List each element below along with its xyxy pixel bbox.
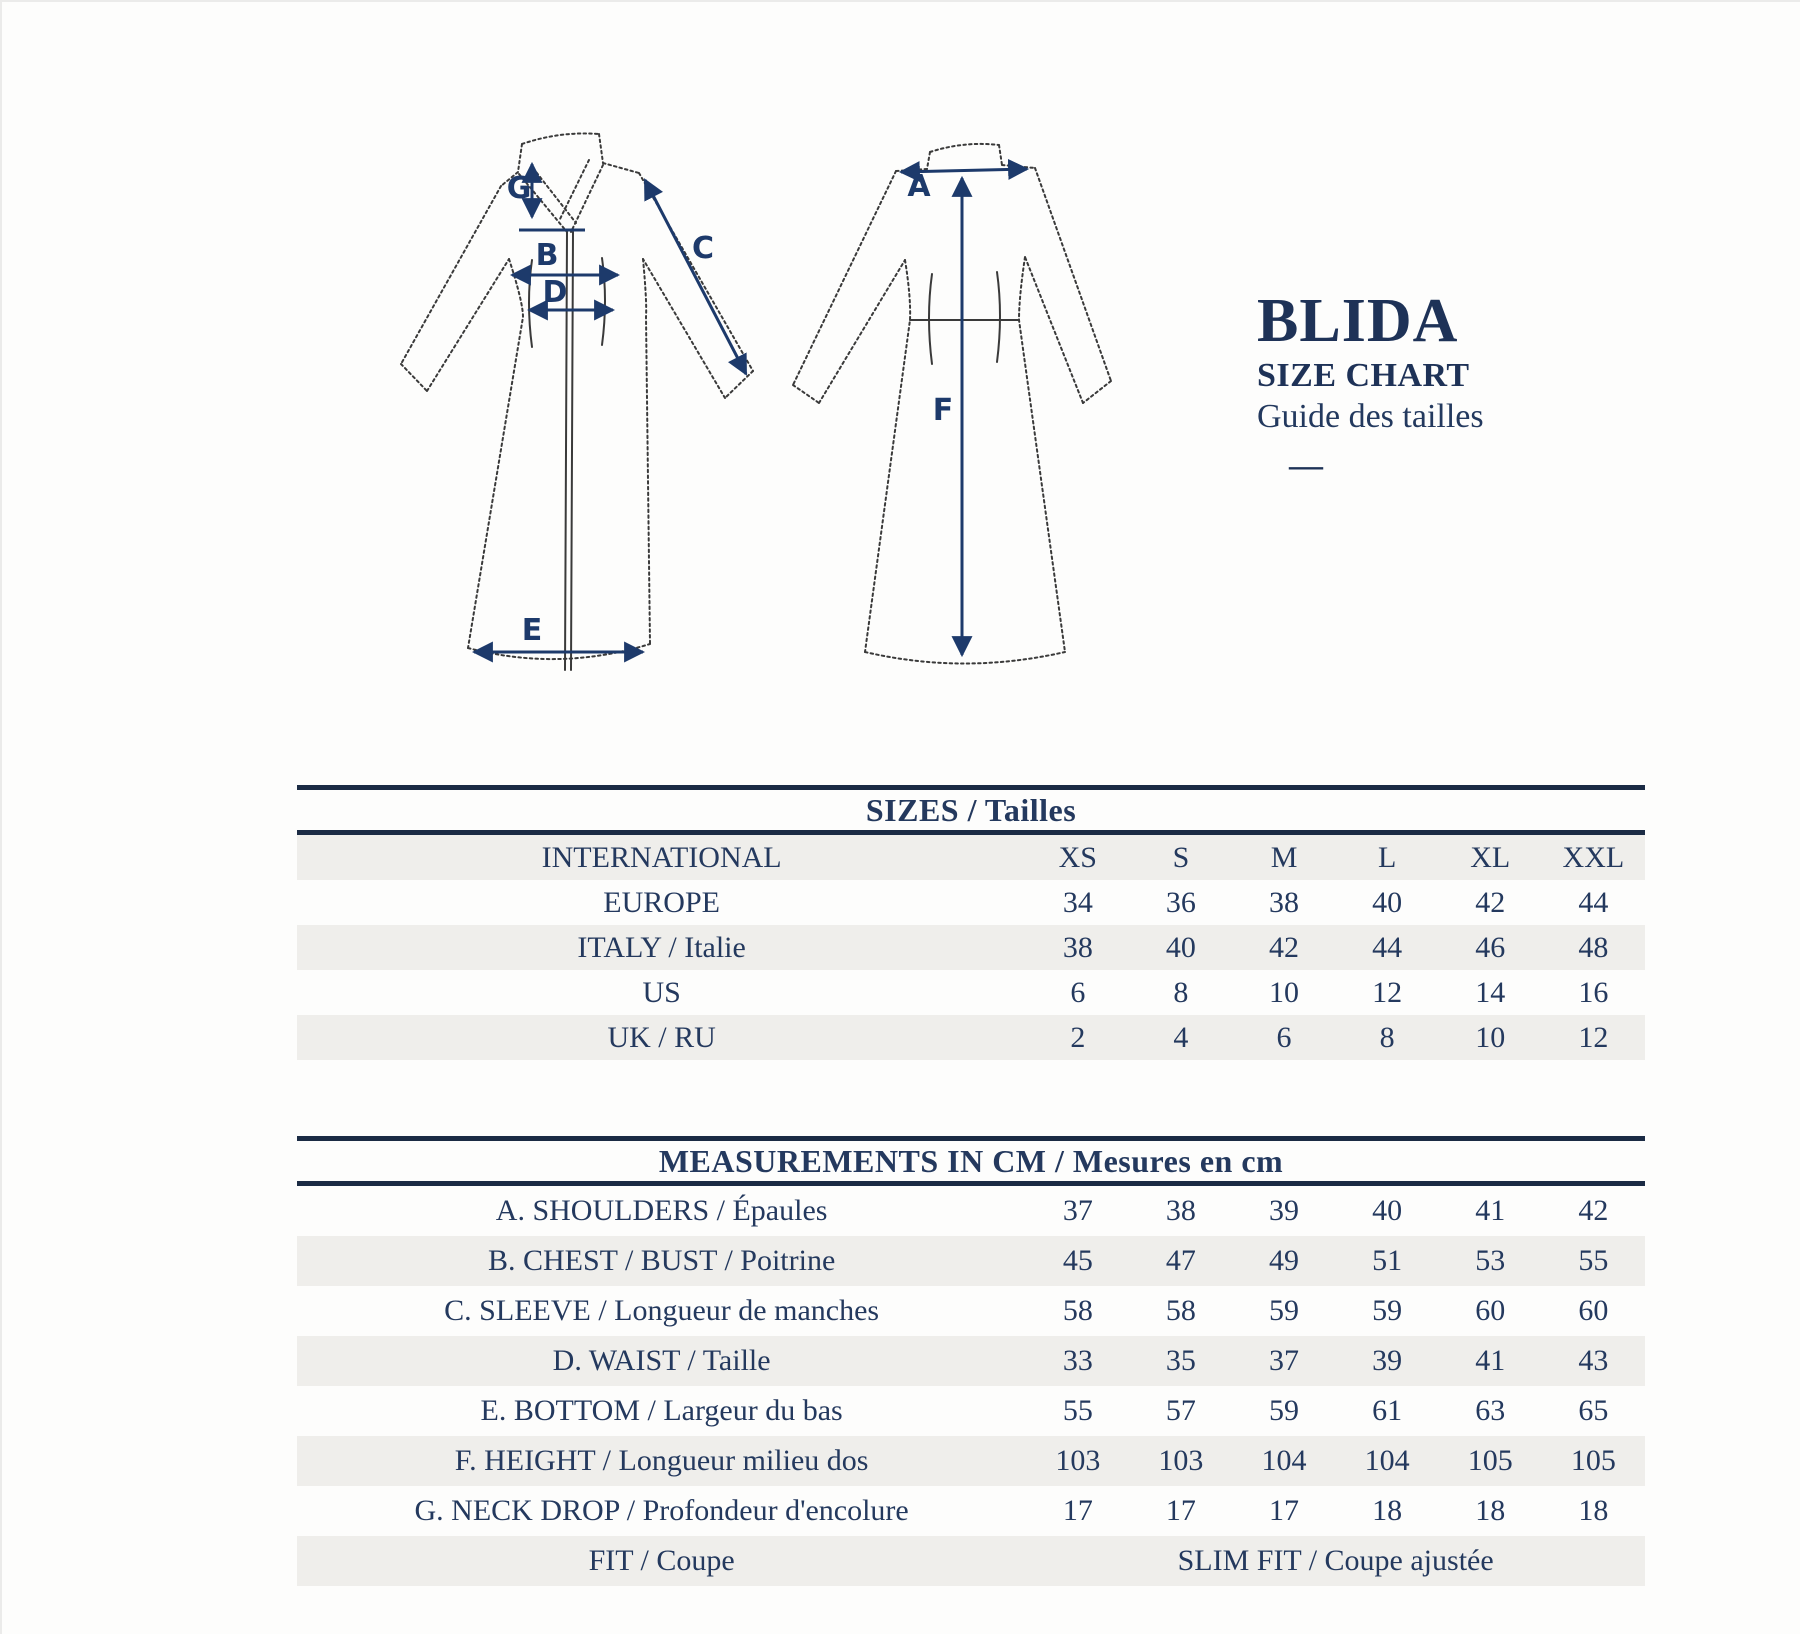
measure-value: 40 xyxy=(1372,1194,1403,1227)
row-label: C. SLEEVE / Longueur de manches xyxy=(444,1294,880,1327)
row-label: INTERNATIONAL xyxy=(541,840,782,874)
title-divider: — xyxy=(1289,447,1323,484)
measure-value: 17 xyxy=(1062,1494,1093,1527)
measure-value: 37 xyxy=(1269,1344,1300,1377)
sizes-table xyxy=(297,785,1645,1060)
measure-value: 59 xyxy=(1269,1294,1300,1327)
row-label: B. CHEST / BUST / Poitrine xyxy=(487,1244,836,1277)
measure-value: 59 xyxy=(1372,1294,1403,1327)
row-label: D. WAIST / Taille xyxy=(552,1344,771,1377)
measure-value: 18 xyxy=(1475,1494,1506,1527)
measure-value: 51 xyxy=(1372,1244,1403,1277)
size-value: XS xyxy=(1058,840,1097,874)
size-chart-title: SIZE CHART xyxy=(1257,357,1470,394)
measure-value: 33 xyxy=(1062,1344,1093,1377)
measure-value: 58 xyxy=(1165,1294,1196,1327)
row-label: A. SHOULDERS / Épaules xyxy=(495,1194,828,1227)
meas-row-waist xyxy=(297,1336,1645,1386)
product-name: BLIDA xyxy=(1257,287,1459,355)
measure-value: 65 xyxy=(1578,1394,1609,1427)
measure-value: 105 xyxy=(1570,1444,1616,1477)
measure-value: 42 xyxy=(1578,1194,1609,1227)
size-value: 46 xyxy=(1475,930,1506,964)
measure-value: 60 xyxy=(1475,1294,1506,1327)
size-value: 10 xyxy=(1269,975,1300,1009)
back-measure-arrows xyxy=(901,169,1027,655)
measure-value: 18 xyxy=(1372,1494,1403,1527)
size-value: 2 xyxy=(1070,1020,1086,1054)
size-value: 8 xyxy=(1173,975,1189,1009)
measure-value: 60 xyxy=(1578,1294,1609,1327)
measure-value: 55 xyxy=(1578,1244,1609,1277)
measure-value: 104 xyxy=(1364,1444,1410,1477)
size-value: 44 xyxy=(1372,930,1403,964)
size-value: 10 xyxy=(1475,1020,1506,1054)
measure-value: 39 xyxy=(1269,1194,1300,1227)
row-label: F. HEIGHT / Longueur milieu dos xyxy=(454,1444,869,1477)
size-value: S xyxy=(1172,840,1190,874)
meas-row-chest xyxy=(297,1236,1645,1286)
measure-value: 39 xyxy=(1372,1344,1403,1377)
row-label: UK / RU xyxy=(607,1020,716,1054)
size-value: 14 xyxy=(1475,975,1506,1009)
meas-row-fit xyxy=(297,1536,1645,1586)
meas-row-height xyxy=(297,1436,1645,1486)
measure-value: 37 xyxy=(1062,1194,1093,1227)
sizes-row-international xyxy=(297,835,1645,880)
meas-row-bottom xyxy=(297,1386,1645,1436)
row-label: EUROPE xyxy=(603,885,720,919)
measure-value: 103 xyxy=(1055,1444,1101,1477)
measure-value: 103 xyxy=(1158,1444,1204,1477)
measure-value: 55 xyxy=(1062,1394,1093,1427)
measure-value: 47 xyxy=(1165,1244,1196,1277)
title-block xyxy=(1257,287,1484,485)
size-value: XXL xyxy=(1562,840,1625,874)
size-value: L xyxy=(1377,840,1397,874)
size-value: 8 xyxy=(1379,1020,1395,1054)
sizes-table-header: SIZES / Tailles xyxy=(297,785,1645,835)
sizes-row-us xyxy=(297,970,1645,1015)
measure-value: 17 xyxy=(1269,1494,1300,1527)
garment-diagram xyxy=(2,2,1800,702)
measure-label-e: E xyxy=(521,613,543,648)
measure-value: 59 xyxy=(1269,1394,1300,1427)
measurements-table xyxy=(297,1136,1645,1586)
meas-row-shoulders xyxy=(297,1186,1645,1236)
measure-value: 38 xyxy=(1165,1194,1196,1227)
meas-row-sleeve xyxy=(297,1286,1645,1336)
size-value: 6 xyxy=(1276,1020,1292,1054)
size-value: 48 xyxy=(1578,930,1609,964)
size-value: 12 xyxy=(1372,975,1403,1009)
row-label: ITALY / Italie xyxy=(577,930,746,964)
size-value: 36 xyxy=(1165,885,1196,919)
measure-value: 41 xyxy=(1475,1194,1506,1227)
measure-value: 41 xyxy=(1475,1344,1506,1377)
row-label: E. BOTTOM / Largeur du bas xyxy=(480,1394,843,1427)
size-value: 40 xyxy=(1165,930,1196,964)
measure-value: 35 xyxy=(1165,1344,1196,1377)
size-value: 42 xyxy=(1269,930,1300,964)
size-value: 38 xyxy=(1269,885,1300,919)
size-value: 44 xyxy=(1578,885,1609,919)
measure-value: 58 xyxy=(1062,1294,1093,1327)
size-value: 34 xyxy=(1062,885,1093,919)
measure-value: 18 xyxy=(1578,1494,1609,1527)
size-value: 12 xyxy=(1578,1020,1609,1054)
size-value: 16 xyxy=(1578,975,1609,1009)
sizes-row-italy xyxy=(297,925,1645,970)
fit-value: SLIM FIT / Coupe ajustée xyxy=(1177,1544,1494,1577)
measure-value: 45 xyxy=(1062,1244,1093,1277)
measure-value: 53 xyxy=(1475,1244,1506,1277)
size-value: 4 xyxy=(1173,1020,1189,1054)
sizes-row-uk xyxy=(297,1015,1645,1060)
size-value: M xyxy=(1270,840,1298,874)
measure-value: 104 xyxy=(1261,1444,1307,1477)
measure-label-c: C xyxy=(691,231,715,266)
meas-row-neck-drop xyxy=(297,1486,1645,1536)
row-label: US xyxy=(642,975,681,1009)
measure-value: 105 xyxy=(1467,1444,1513,1477)
dress-front-sketch xyxy=(401,133,753,670)
measure-label-a: A xyxy=(907,169,931,204)
measurements-table-header: MEASUREMENTS IN CM / Mesures en cm xyxy=(297,1136,1645,1186)
measure-label-b: B xyxy=(535,238,559,273)
size-value: 38 xyxy=(1062,930,1093,964)
measure-label-d: D xyxy=(542,275,568,310)
size-value: 6 xyxy=(1070,975,1086,1009)
measure-label-f: F xyxy=(932,393,954,428)
measure-value: 49 xyxy=(1269,1244,1300,1277)
measure-value: 43 xyxy=(1578,1344,1609,1377)
measure-value: 63 xyxy=(1475,1394,1506,1427)
measure-label-g: G xyxy=(506,171,532,206)
sizes-row-europe xyxy=(297,880,1645,925)
measure-value: 57 xyxy=(1165,1394,1196,1427)
row-label: G. NECK DROP / Profondeur d'encolure xyxy=(414,1494,909,1527)
row-label: FIT / Coupe xyxy=(588,1544,735,1577)
size-value: 40 xyxy=(1372,885,1403,919)
size-value: 42 xyxy=(1475,885,1506,919)
size-chart-title-fr: Guide des tailles xyxy=(1257,398,1484,435)
size-value: XL xyxy=(1470,840,1511,874)
measure-value: 61 xyxy=(1372,1394,1403,1427)
measure-value: 17 xyxy=(1165,1494,1196,1527)
